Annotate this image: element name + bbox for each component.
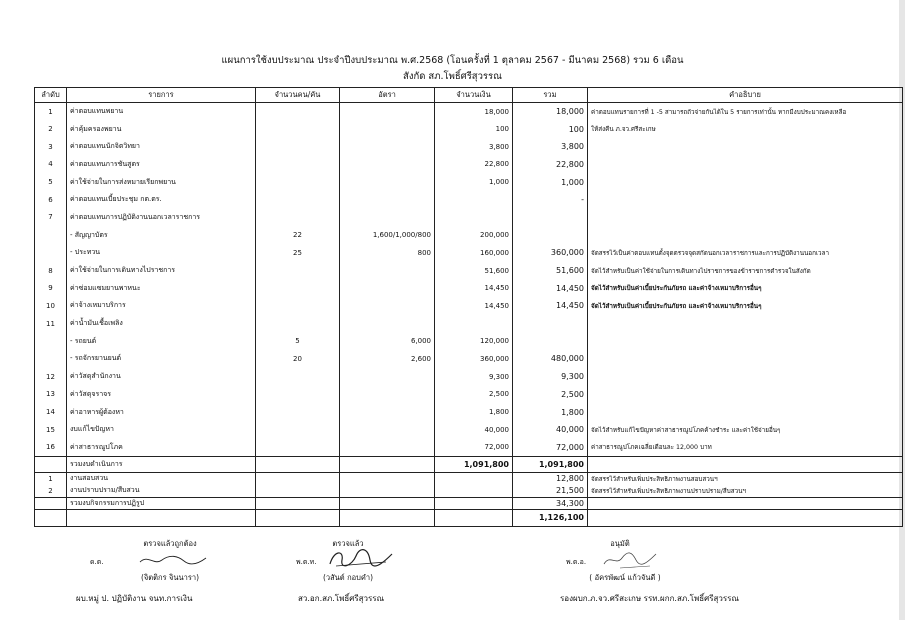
row-amount: 14,450 [435,279,513,297]
table-row [35,297,903,315]
row-desc [588,191,903,209]
row-no: 16 [35,439,67,457]
row-amount: 51,600 [435,262,513,280]
row-desc [588,209,903,227]
row-desc: ค่าสาธารณูปโภคเฉลี่ยเดือนละ 12,000 บาท [588,439,903,457]
row-rate [340,297,435,315]
table-row [35,368,903,386]
row-no: 3 [35,138,67,156]
row-amount: 40,000 [435,421,513,439]
table-row [35,120,903,138]
row-total: 22,800 [513,156,588,174]
row-amount: 2,500 [435,386,513,404]
row-no: 11 [35,315,67,333]
row-amount: 160,000 [435,244,513,262]
signature-rank: พ.ต.ท. [296,558,317,566]
row-rate [340,403,435,421]
row-qty: 25 [256,244,340,262]
col-header-item: รายการ [67,88,256,103]
row-amount: 200,000 [435,226,513,244]
grand-total: 1,126,100 [513,509,588,526]
row-rate [340,386,435,404]
signature-heading: อนุมัติ [610,539,630,548]
table-row [35,350,903,368]
row-item: - ประทวน [67,244,256,262]
row-rate [340,173,435,191]
row-total: 51,600 [513,262,588,280]
table-row [35,226,903,244]
signature-position: สว.อก.สภ.โพธิ์ศรีสุวรรณ [298,594,385,603]
row-rate [340,209,435,227]
row-no: 8 [35,262,67,280]
row-total [513,226,588,244]
project-total-label: รวมงบกิจกรรมการปฏิรูป [67,497,256,509]
row-desc: จัดไว้สำหรับแก้ไขปัญหาค่าสาธารณูปโภคค้างชำระ และค่าใช้จ่ายอื่นๆ [588,421,903,439]
signature-block-checker [76,538,250,608]
col-header-desc: คำอธิบาย [588,88,903,103]
row-amount: 14,450 [435,297,513,315]
row-total: 14,450 [513,297,588,315]
row-qty: 5 [256,332,340,350]
row-item: ค่าวัสดุสำนักงาน [67,368,256,386]
table-row [35,173,903,191]
operating-total-row [35,456,903,472]
row-rate [340,368,435,386]
row-total: 360,000 [513,244,588,262]
row-qty [256,368,340,386]
row-total: 14,450 [513,279,588,297]
row-qty [256,156,340,174]
row-desc: จัดไว้สำหรับเป็นค่าใช้จ่ายในการเดินทางไปราชการของข้าราชการตำรวจในสังกัด [588,262,903,280]
row-no: 15 [35,421,67,439]
row-item: ค่าจ้างเหมาบริการ [67,297,256,315]
row-item: ค่าตอบแทนพยาน [67,103,256,121]
row-no: 1 [35,103,67,121]
row-amount: 18,000 [435,103,513,121]
row-item: ค่าใช้จ่ายในการเดินทางไปราชการ [67,262,256,280]
table-row [35,138,903,156]
row-amount: 120,000 [435,332,513,350]
row-amount: 9,300 [435,368,513,386]
row-qty [256,138,340,156]
grand-total-row [35,509,903,526]
row-qty [256,279,340,297]
row-amount: 1,000 [435,173,513,191]
row-total [513,332,588,350]
table-row [35,209,903,227]
row-no: 12 [35,368,67,386]
row-item: ค่าตอบแทนการปฏิบัติงานนอกเวลาราชการ [67,209,256,227]
row-item: ค่าตอบแทนการชันสูตร [67,156,256,174]
signature-rank: พ.ต.อ. [566,558,587,566]
row-qty [256,403,340,421]
row-desc [588,368,903,386]
row-desc [588,138,903,156]
row-amount [435,209,513,227]
signature-name: ( อัครพัฒน์ แก้วจันดี ) [589,573,661,582]
row-no [35,244,67,262]
row-qty [256,297,340,315]
row-qty: 20 [256,350,340,368]
row-amount: 3,800 [435,138,513,156]
row-total: 9,300 [513,368,588,386]
project-total-sum: 34,300 [513,497,588,509]
row-no: 5 [35,173,67,191]
row-rate [340,279,435,297]
row-total: 3,800 [513,138,588,156]
row-qty [256,386,340,404]
row-rate [340,439,435,457]
row-total: - [513,191,588,209]
table-row [35,439,903,457]
table-row [35,244,903,262]
row-desc [588,350,903,368]
signature-heading: ตรวจแล้วถูกต้อง [143,539,197,548]
row-total [513,315,588,333]
table-row [35,332,903,350]
row-qty [256,262,340,280]
row-rate [340,103,435,121]
project-row: 2 งานปราบปราม/สืบสวน 21,500 จัดสรรไว้สำหรับเพิ่มประสิทธิภาพงานปราบปราม/สืบสวนฯ [35,485,903,498]
row-no: 13 [35,386,67,404]
row-item: ค่าใช้จ่ายในการส่งหมายเรียกพยาน [67,173,256,191]
row-qty [256,120,340,138]
budget-table [34,87,903,527]
row-desc [588,332,903,350]
row-item: ค่าตอบแทนนักจิตวิทยา [67,138,256,156]
table-row [35,403,903,421]
row-rate: 1,600/1,000/800 [340,226,435,244]
row-item: ค่าซ่อมแซมยานพาหนะ [67,279,256,297]
table-row [35,386,903,404]
document-subtitle: สังกัด สภ.โพธิ์ศรีสุวรรณ [403,71,502,82]
operating-total-label: รวมงบดำเนินการ [67,456,256,472]
signature-scribble-icon [600,548,660,570]
row-desc: จัดไว้สำหรับเป็นค่าเบี้ยประกันภัยรถ และค่าจ้างเหมาบริการอื่นๆ [588,279,903,297]
col-header-no: ลำดับ [35,88,67,103]
row-amount: 100 [435,120,513,138]
row-qty [256,191,340,209]
signature-name: (จิตติกร จินนารา) [140,573,200,582]
signature-rank: ด.ต. [90,558,104,566]
row-qty [256,439,340,457]
row-total: 1,000 [513,173,588,191]
row-qty: 22 [256,226,340,244]
project-total-row [35,497,903,509]
row-rate [340,138,435,156]
row-item: ค่าน้ำมันเชื้อเพลิง [67,315,256,333]
row-amount [435,315,513,333]
signature-scribble-icon [326,546,396,570]
row-amount [435,191,513,209]
row-item: ค่าวัสดุจราจร [67,386,256,404]
signature-heading: ตรวจแล้ว [332,539,364,548]
table-row [35,262,903,280]
row-qty [256,103,340,121]
signature-position: รองผบก.ภ.จว.ศรีสะเกษ รรท.ผกก.สภ.โพธิ์ศรีสุวรรณ [560,594,739,603]
row-desc [588,226,903,244]
row-no: 9 [35,279,67,297]
row-desc: จัดสรรไว้เป็นค่าตอบแทนตั้งจุดตรวจจุดสกัดนอกเวลาราชการและการปฏิบัติงานนอกเวลา [588,244,903,262]
operating-total-sum: 1,091,800 [513,456,588,472]
row-desc: ให้ส่งคืน ภ.จว.ศรีสะเกษ [588,120,903,138]
row-no: 7 [35,209,67,227]
row-no [35,332,67,350]
row-no: 6 [35,191,67,209]
row-no: 4 [35,156,67,174]
col-header-qty: จำนวนคน/คัน [256,88,340,103]
row-qty [256,209,340,227]
table-row [35,421,903,439]
row-total: 1,800 [513,403,588,421]
table-row [35,156,903,174]
row-amount: 22,800 [435,156,513,174]
col-header-total: รวม [513,88,588,103]
row-total [513,209,588,227]
table-row [35,315,903,333]
row-no: 14 [35,403,67,421]
row-total: 72,000 [513,439,588,457]
row-total: 480,000 [513,350,588,368]
signature-block-approver [560,538,750,608]
table-row [35,279,903,297]
row-desc [588,315,903,333]
row-amount: 1,800 [435,403,513,421]
table-header-row [35,88,903,103]
row-rate [340,191,435,209]
row-desc [588,403,903,421]
row-no: 10 [35,297,67,315]
row-desc [588,173,903,191]
row-rate [340,156,435,174]
document-title: แผนการใช้งบประมาณ ประจำปีงบประมาณ พ.ศ.2568 (โอนครั้งที่ 1 ตุลาคม 2567 - มีนาคม 2568) รวม 6 เดือน [221,55,684,66]
row-rate [340,315,435,333]
row-rate [340,262,435,280]
row-total: 18,000 [513,103,588,121]
row-item: ค่าตอบแทนเบี้ยประชุม กต.ตร. [67,191,256,209]
row-desc: ค่าตอบแทนรายการที่ 1 -5 สามารถถัวจ่ายกันได้ใน 5 รายการเท่านั้น หากมีงบประมาณคงเหลือ [588,103,903,121]
row-item: ค่าคุ้มครองพยาน [67,120,256,138]
row-item: ค่าสาธารณูปโภค [67,439,256,457]
row-qty [256,315,340,333]
row-total: 100 [513,120,588,138]
row-amount: 72,000 [435,439,513,457]
table-row [35,103,903,121]
row-rate: 800 [340,244,435,262]
col-header-amount: จำนวนเงิน [435,88,513,103]
row-item: - รถยนต์ [67,332,256,350]
row-qty [256,421,340,439]
row-rate: 2,600 [340,350,435,368]
row-total: 2,500 [513,386,588,404]
row-item: งบแก้ไขปัญหา [67,421,256,439]
row-rate [340,421,435,439]
row-amount: 360,000 [435,350,513,368]
row-total: 40,000 [513,421,588,439]
row-no [35,226,67,244]
row-item: - สัญญาบัตร [67,226,256,244]
col-header-rate: อัตรา [340,88,435,103]
signature-scribble-icon [138,552,208,568]
row-item: - รถจักรยานยนต์ [67,350,256,368]
project-row: 1 งานสอบสวน 12,800 จัดสรรไว้สำหรับเพิ่มประสิทธิภาพงานสอบสวนฯ [35,472,903,485]
row-qty [256,173,340,191]
operating-total-amount: 1,091,800 [435,456,513,472]
row-desc [588,156,903,174]
table-row [35,191,903,209]
row-rate: 6,000 [340,332,435,350]
row-no: 2 [35,120,67,138]
row-no [35,350,67,368]
row-desc: จัดไว้สำหรับเป็นค่าเบี้ยประกันภัยรถ และค่าจ้างเหมาบริการอื่นๆ [588,297,903,315]
row-desc [588,386,903,404]
signature-position: ผบ.หมู่ ป. ปฏิบัติงาน จนท.การเงิน [76,594,193,603]
signature-name: (วสันต์ กอบคำ) [322,573,374,582]
row-rate [340,120,435,138]
row-item: ค่าอาหารผู้ต้องหา [67,403,256,421]
signature-block-reviewer [268,538,428,608]
